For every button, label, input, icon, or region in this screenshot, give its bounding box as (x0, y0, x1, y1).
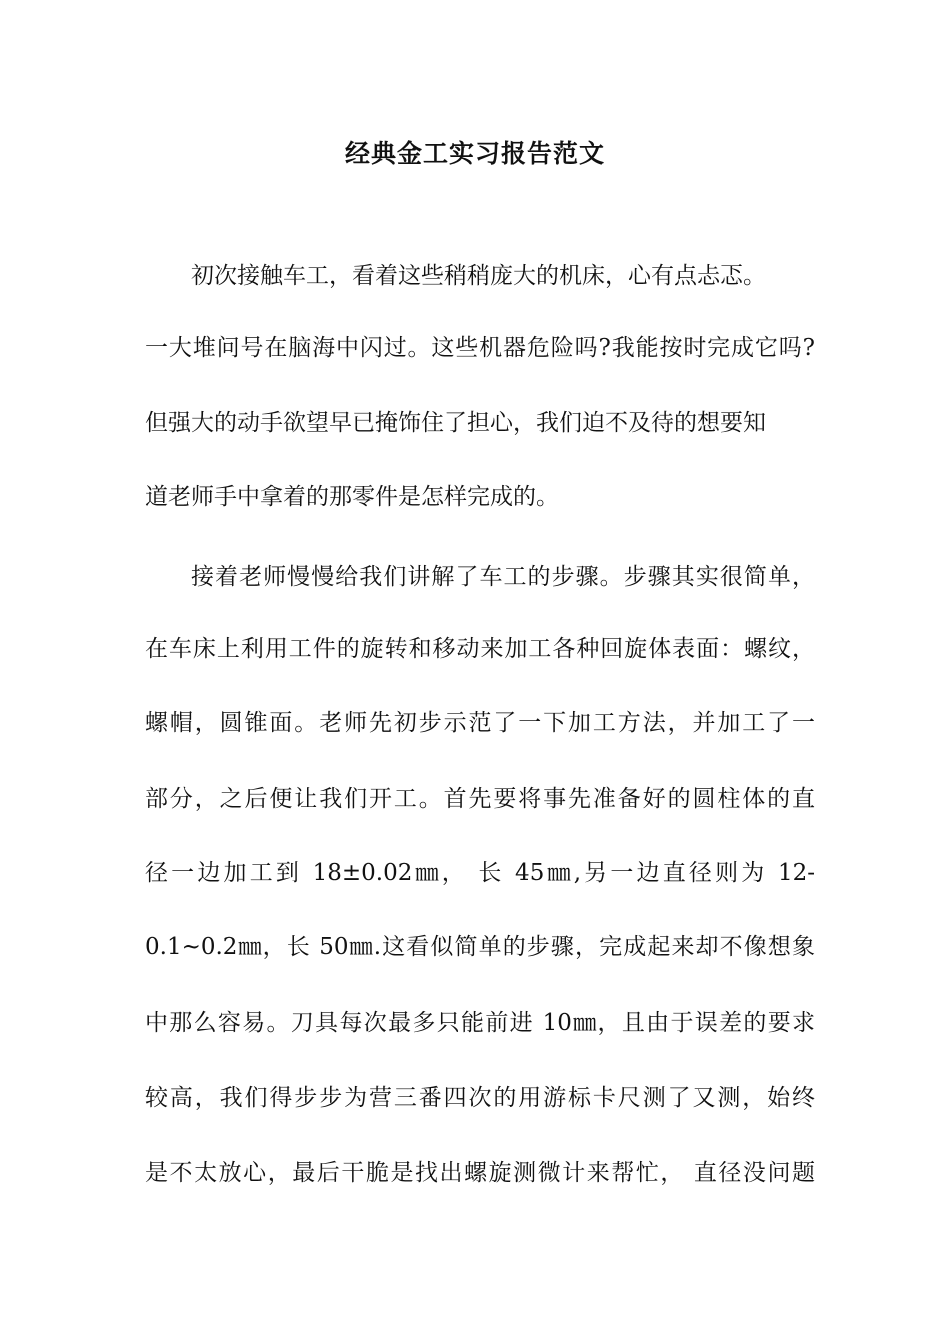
paragraph-line: 是不太放心，最后干脆是找出螺旋测微计来帮忙， 直径没问题 (145, 1160, 815, 1186)
paragraph-line: 接着老师慢慢给我们讲解了车工的步骤。步骤其实很简单， (191, 564, 815, 590)
document-title: 经典金工实习报告范文 (344, 139, 605, 168)
paragraph-line: 较高，我们得步步为营三番四次的用游标卡尺测了又测，始终 (145, 1085, 815, 1111)
paragraph-line: 中那么容易。刀具每次最多只能前进 10㎜，且由于误差的要求 (145, 1010, 815, 1036)
paragraph-line: 初次接触车工，看着这些稍稍庞大的机床，心有点忐忑。 (191, 263, 766, 289)
paragraph-line: 一大堆问号在脑海中闪过。这些机器危险吗?我能按时完成它吗? (145, 335, 815, 361)
paragraph-line: 在车床上利用工件的旋转和移动来加工各种回旋体表面：螺纹， (145, 636, 815, 662)
paragraph-line: 但强大的动手欲望早已掩饰住了担心，我们迫不及待的想要知 (145, 410, 766, 436)
paragraph-line: 部分，之后便让我们开工。首先要将事先准备好的圆柱体的直 (145, 786, 815, 812)
paragraph-line: 径一边加工到 18±0.02㎜， 长 45㎜,另一边直径则为 12- (145, 860, 815, 886)
paragraph-line: 道老师手中拿着的那零件是怎样完成的。 (145, 484, 559, 510)
paragraph-line: 螺帽，圆锥面。老师先初步示范了一下加工方法，并加工了一 (145, 710, 815, 736)
paragraph-line: 0.1~0.2㎜，长 50㎜.这看似简单的步骤，完成起来却不像想象 (145, 934, 815, 960)
